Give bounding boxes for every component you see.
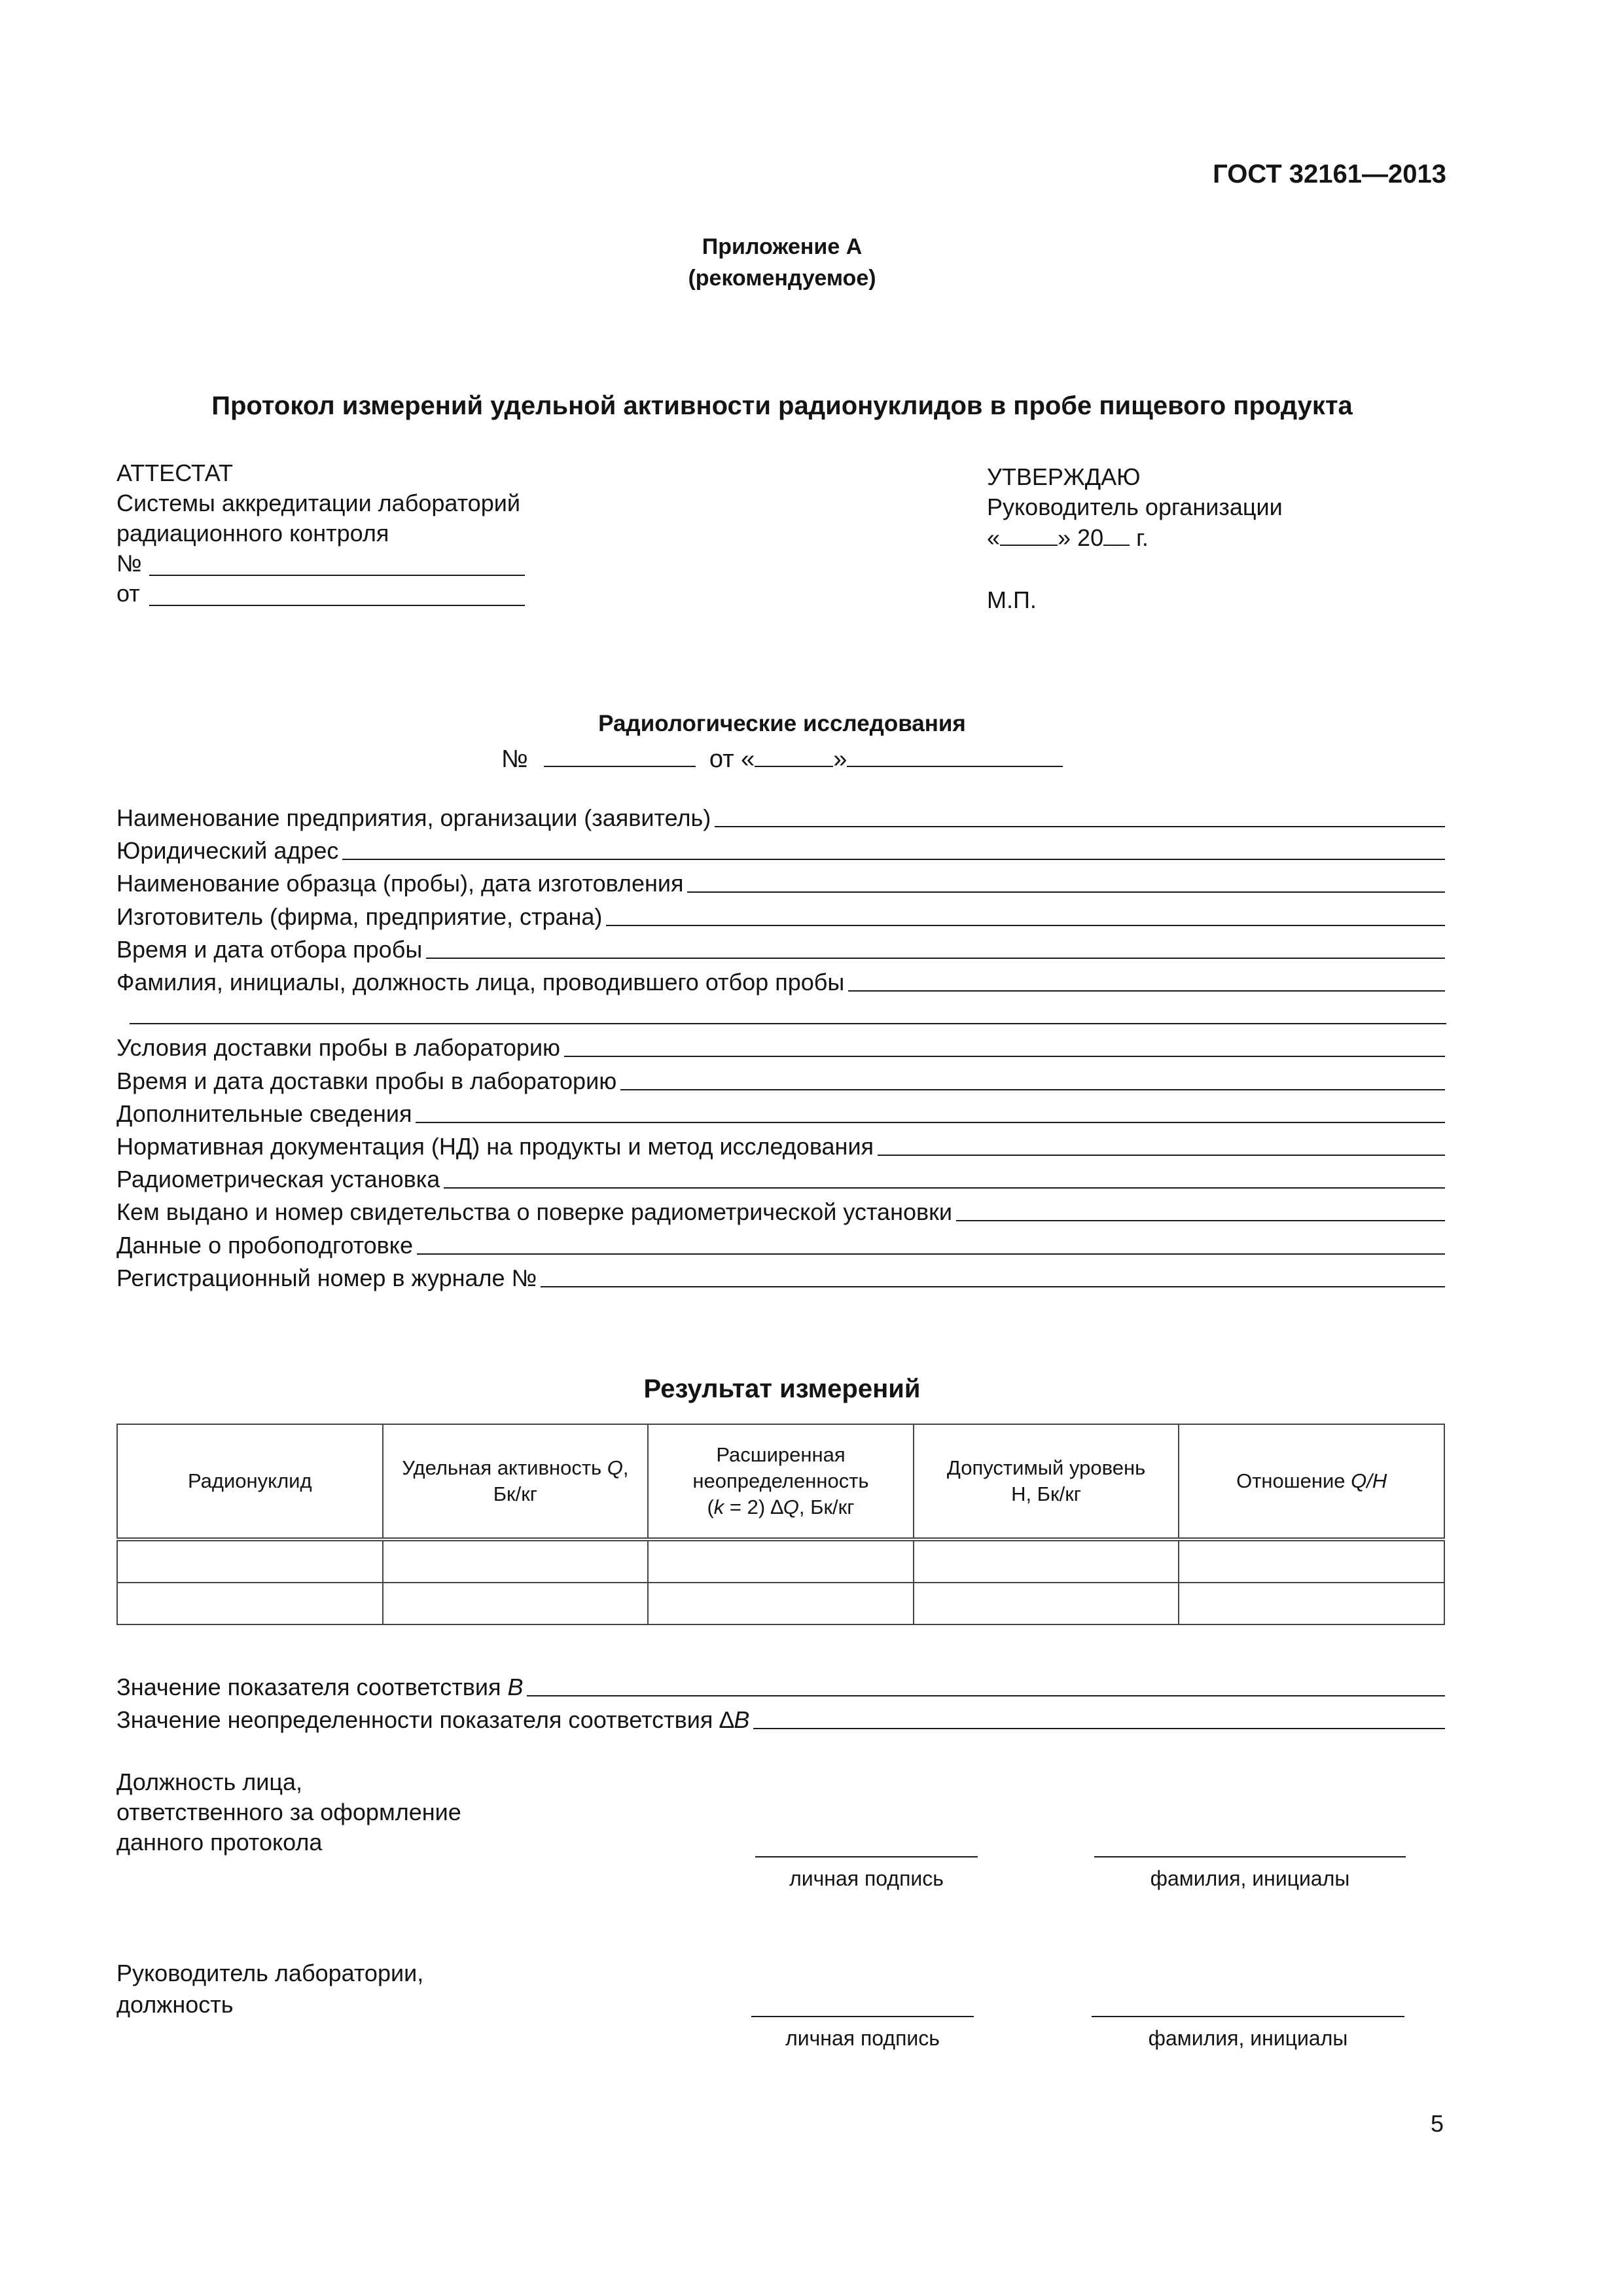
field-label: Время и дата отбора пробы: [116, 936, 423, 963]
field-input-line[interactable]: [444, 1187, 1445, 1189]
field-label: Время и дата доставки пробы в лабораторию: [116, 1067, 617, 1094]
page-number: 5: [1431, 2110, 1444, 2137]
field-label: Наименование предприятия, организации (заявитель): [116, 804, 711, 831]
research-from-label: от «: [709, 745, 755, 773]
field-input-line[interactable]: [342, 859, 1445, 860]
field-label: Дополнительные сведения: [116, 1100, 412, 1127]
standard-code: ГОСТ 32161—2013: [1213, 160, 1446, 188]
form-field-row: [116, 899, 1445, 931]
header-specific-activity: Удельная активность Q, Бк/кг: [383, 1424, 649, 1539]
table-cell[interactable]: [383, 1539, 649, 1583]
appendix-note: (рекомендуемое): [688, 266, 876, 291]
field-input-line[interactable]: [426, 958, 1445, 959]
field-row-continuation: [126, 997, 1446, 1030]
form-field-row: [116, 865, 1445, 898]
research-day-field[interactable]: [755, 744, 833, 767]
compliance-db-symbol: B: [734, 1706, 750, 1733]
form-field-row: [116, 1161, 1445, 1194]
form-field-row: [116, 964, 1445, 997]
research-date-field[interactable]: [847, 744, 1063, 767]
approval-year-field[interactable]: [1103, 522, 1130, 546]
field-input-line[interactable]: [416, 1122, 1445, 1123]
protocol-title: Протокол измерений удельной активности радионуклидов в пробе пищевого продукта: [211, 391, 1353, 420]
field-input-line[interactable]: [564, 1056, 1445, 1057]
form-field-row: [116, 833, 1445, 865]
form-field-row: [116, 1227, 1445, 1260]
name-caption: фамилия, инициалы: [1148, 2026, 1348, 2050]
field-label: Данные о пробоподготовке: [116, 1232, 413, 1259]
field-input-line[interactable]: [848, 990, 1445, 992]
signature-field[interactable]: [755, 1856, 978, 1857]
results-table: [116, 1424, 1445, 1625]
field-label: Радиометрическая установка: [116, 1166, 440, 1193]
research-number-row: [501, 744, 1063, 774]
table-row: [117, 1583, 1444, 1624]
table-cell[interactable]: [117, 1539, 383, 1583]
signature-caption: личная подпись: [789, 1867, 944, 1890]
field-label: Кем выдано и номер свидетельства о поверке радиометрической установки: [116, 1198, 952, 1225]
header-expanded-uncertainty: Расширенная неопределенность (k = 2) ∆Q, Бк/кг: [648, 1424, 914, 1539]
research-number-label: №: [501, 745, 528, 773]
approval-line1: Руководитель организации: [987, 493, 1283, 520]
table-cell[interactable]: [1179, 1583, 1444, 1624]
name-field[interactable]: [1092, 2016, 1404, 2017]
approval-seal: М.П.: [987, 586, 1037, 613]
form-field-row: [116, 1096, 1445, 1128]
form-field-row: [116, 1030, 1445, 1062]
name-field[interactable]: [1094, 1856, 1406, 1857]
approval-date-open: «: [987, 524, 1001, 551]
table-cell[interactable]: [914, 1539, 1179, 1583]
attestat-number-label: №: [116, 550, 142, 577]
signature-field[interactable]: [751, 2016, 974, 2017]
field-input-line[interactable]: [130, 1023, 1446, 1024]
approval-date-mid: » 20: [1058, 524, 1104, 551]
table-cell[interactable]: [648, 1583, 914, 1624]
field-label: Регистрационный номер в журнале №: [116, 1265, 537, 1291]
table-cell[interactable]: [1179, 1539, 1444, 1583]
research-close-quote: »: [833, 745, 847, 773]
header-radionuclide: Радионуклид: [117, 1424, 383, 1539]
signature-label-line: данного протокола: [116, 1829, 323, 1856]
name-caption: фамилия, инициалы: [1150, 1867, 1350, 1890]
approval-day-field[interactable]: [1000, 522, 1058, 546]
form-field-row: [116, 1260, 1445, 1293]
compliance-db-field[interactable]: [753, 1728, 1445, 1729]
table-cell[interactable]: [383, 1583, 649, 1624]
compliance-b-row: [116, 1669, 1445, 1702]
header-ratio: Отношение Q/H: [1179, 1424, 1444, 1539]
field-input-line[interactable]: [687, 891, 1445, 893]
attestat-title: АТТЕСТАТ: [116, 459, 233, 486]
field-label: Изготовитель (фирма, предприятие, страна): [116, 903, 603, 930]
header-permissible-level: Допустимый уровень Н, Бк/кг: [914, 1424, 1179, 1539]
approval-date-end: г.: [1130, 524, 1149, 551]
table-row: [117, 1539, 1444, 1583]
field-input-line[interactable]: [878, 1155, 1445, 1156]
signature-label-line: ответственного за оформление: [116, 1799, 461, 1825]
compliance-b-label: Значение показателя соответствия: [116, 1674, 508, 1700]
attestat-date-field[interactable]: [149, 605, 525, 606]
attestat-line1: Системы аккредитации лабораторий: [116, 490, 520, 516]
compliance-db-label: Значение неопределенности показателя соответствия ∆: [116, 1706, 734, 1733]
compliance-b-symbol: B: [507, 1674, 524, 1700]
field-input-line[interactable]: [620, 1089, 1445, 1090]
form-field-row: [116, 1128, 1445, 1161]
results-header-row: [117, 1424, 1444, 1539]
field-input-line[interactable]: [715, 826, 1445, 827]
form-field-row: [116, 800, 1445, 833]
appendix-title: Приложение А: [702, 234, 863, 259]
attestat-date-label: от: [116, 580, 140, 607]
field-input-line[interactable]: [606, 925, 1445, 926]
compliance-b-field[interactable]: [527, 1695, 1445, 1696]
research-title: Радиологические исследования: [598, 711, 966, 736]
signature-caption: личная подпись: [785, 2026, 940, 2050]
table-cell[interactable]: [648, 1539, 914, 1583]
approval-title: УТВЕРЖДАЮ: [987, 463, 1141, 490]
compliance-db-row: [116, 1702, 1445, 1734]
field-label: Нормативная документация (НД) на продукты и метод исследования: [116, 1133, 874, 1160]
signature-label-line: должность: [116, 1991, 234, 2018]
attestat-line2: радиационного контроля: [116, 520, 389, 547]
approval-date-row: [987, 522, 1149, 553]
field-label: Юридический адрес: [116, 837, 339, 864]
field-label: Фамилия, инициалы, должность лица, проводившего отбор пробы: [116, 969, 845, 996]
research-number-field[interactable]: [544, 744, 696, 767]
form-field-row: [116, 1194, 1445, 1227]
field-input-line[interactable]: [417, 1253, 1445, 1255]
field-label: Условия доставки пробы в лабораторию: [116, 1034, 561, 1061]
table-cell[interactable]: [914, 1583, 1179, 1624]
results-title: Результат измерений: [643, 1374, 921, 1403]
field-label: Наименование образца (пробы), дата изготовления: [116, 870, 684, 897]
table-cell[interactable]: [117, 1583, 383, 1624]
form-field-row: [116, 931, 1445, 964]
form-field-row: [116, 1063, 1445, 1096]
field-input-line[interactable]: [956, 1220, 1445, 1221]
field-input-line[interactable]: [541, 1286, 1445, 1287]
signature-label-line: Должность лица,: [116, 1768, 303, 1795]
attestat-number-field[interactable]: [149, 575, 525, 576]
signature-label-line: Руководитель лаборатории,: [116, 1960, 424, 1986]
